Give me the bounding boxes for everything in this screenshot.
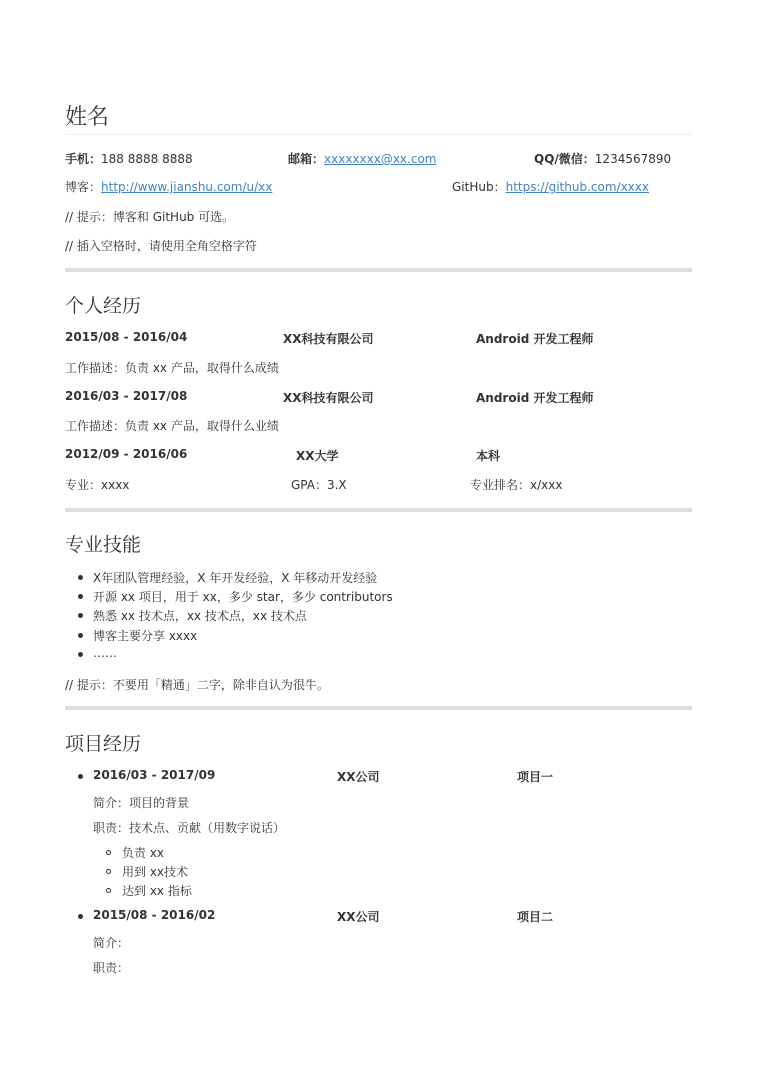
job-description: 工作描述：负责 xx 产品，取得什么业绩 (65, 419, 279, 433)
job-role (476, 330, 593, 347)
job-period: 2015/08 - 2016/04 (65, 330, 188, 344)
project-name: 项目二 (517, 910, 554, 924)
qq-row (534, 150, 671, 167)
github-link[interactable]: https://github.com/xxxx (505, 180, 649, 194)
phone-label: 手机： (65, 152, 102, 166)
project-period: 2016/03 - 2017/09 (93, 768, 216, 782)
blog-row (65, 178, 272, 195)
skill-item: 博客主要分享 xxxx (93, 629, 198, 643)
project-sub-item: 达到 xx 指标 (122, 884, 192, 898)
skill-item: X年团队管理经验，X 年开发经验，X 年移动开发经验 (93, 571, 378, 585)
email-label: 邮箱： (288, 152, 325, 166)
job-company: XX科技有限公司 (283, 391, 374, 405)
email-link[interactable]: xxxxxxxx@xx.com (324, 152, 437, 166)
job-role (476, 389, 593, 406)
job-company: XX科技有限公司 (283, 332, 374, 346)
project-sub-item: 用到 xx技术 (122, 865, 189, 879)
job-role-title: 开发工程师 (529, 391, 594, 405)
bullet-icon (78, 575, 83, 580)
divider (65, 134, 692, 135)
section-title-skills: 专业技能 (65, 534, 142, 556)
bullet-icon (78, 594, 83, 599)
bullet-icon (78, 652, 83, 657)
section-divider (65, 508, 692, 512)
tip-optional: // 提示：博客和 GitHub 可选。 (65, 210, 235, 224)
bullet-icon (78, 613, 83, 618)
job-description: 工作描述：负责 xx 产品，取得什么成绩 (65, 361, 279, 375)
job-role-platform: Android (476, 391, 530, 405)
project-duty: 职责： (93, 961, 130, 975)
skill-item: 开源 xx 项目，用于 xx，多少 star，多少 contributors (93, 590, 393, 604)
education-school: XX大学 (296, 449, 339, 463)
email-row (288, 150, 436, 167)
blog-link[interactable]: http://www.jianshu.com/u/xx (101, 180, 273, 194)
job-role-title: 开发工程师 (529, 332, 594, 346)
phone-value: 188 8888 8888 (101, 152, 193, 166)
project-company: XX公司 (337, 910, 380, 924)
education-major: 专业：xxxx (65, 478, 130, 492)
circle-bullet-icon (106, 888, 111, 893)
bullet-icon (78, 633, 83, 638)
circle-bullet-icon (106, 850, 111, 855)
education-gpa: GPA：3.X (291, 478, 347, 492)
name-heading: 姓名 (65, 105, 110, 130)
job-role-platform: Android (476, 332, 530, 346)
section-divider (65, 706, 692, 710)
education-rank: 专业排名：x/xxx (470, 478, 563, 492)
section-title-experience: 个人经历 (65, 295, 142, 317)
project-period: 2015/08 - 2016/02 (93, 908, 216, 922)
qq-label: QQ/微信： (534, 152, 595, 166)
project-name: 项目一 (517, 770, 554, 784)
bullet-icon (78, 914, 83, 919)
bullet-icon (78, 774, 83, 779)
skill-item: …… (93, 646, 117, 660)
circle-bullet-icon (106, 869, 111, 874)
section-divider (65, 268, 692, 272)
blog-label: 博客： (65, 180, 102, 194)
project-intro: 简介：项目的背景 (93, 796, 190, 810)
tip-skills: // 提示：不要用「精通」二字，除非自认为很牛。 (65, 678, 329, 692)
education-degree: 本科 (476, 449, 501, 463)
qq-value: 1234567890 (594, 152, 672, 166)
skill-item: 熟悉 xx 技术点，xx 技术点，xx 技术点 (93, 609, 307, 623)
project-company: XX公司 (337, 770, 380, 784)
project-intro: 简介： (93, 936, 130, 950)
section-title-projects: 项目经历 (65, 733, 142, 755)
github-row (452, 178, 649, 195)
job-period: 2016/03 - 2017/08 (65, 389, 188, 403)
phone-row (65, 150, 193, 167)
education-period: 2012/09 - 2016/06 (65, 447, 188, 461)
project-sub-item: 负责 xx (122, 846, 165, 860)
tip-space: // 插入空格时，请使用全角空格字符 (65, 239, 257, 253)
project-duty: 职责：技术点、贡献（用数字说话） (93, 821, 286, 835)
github-label: GitHub： (452, 180, 506, 194)
